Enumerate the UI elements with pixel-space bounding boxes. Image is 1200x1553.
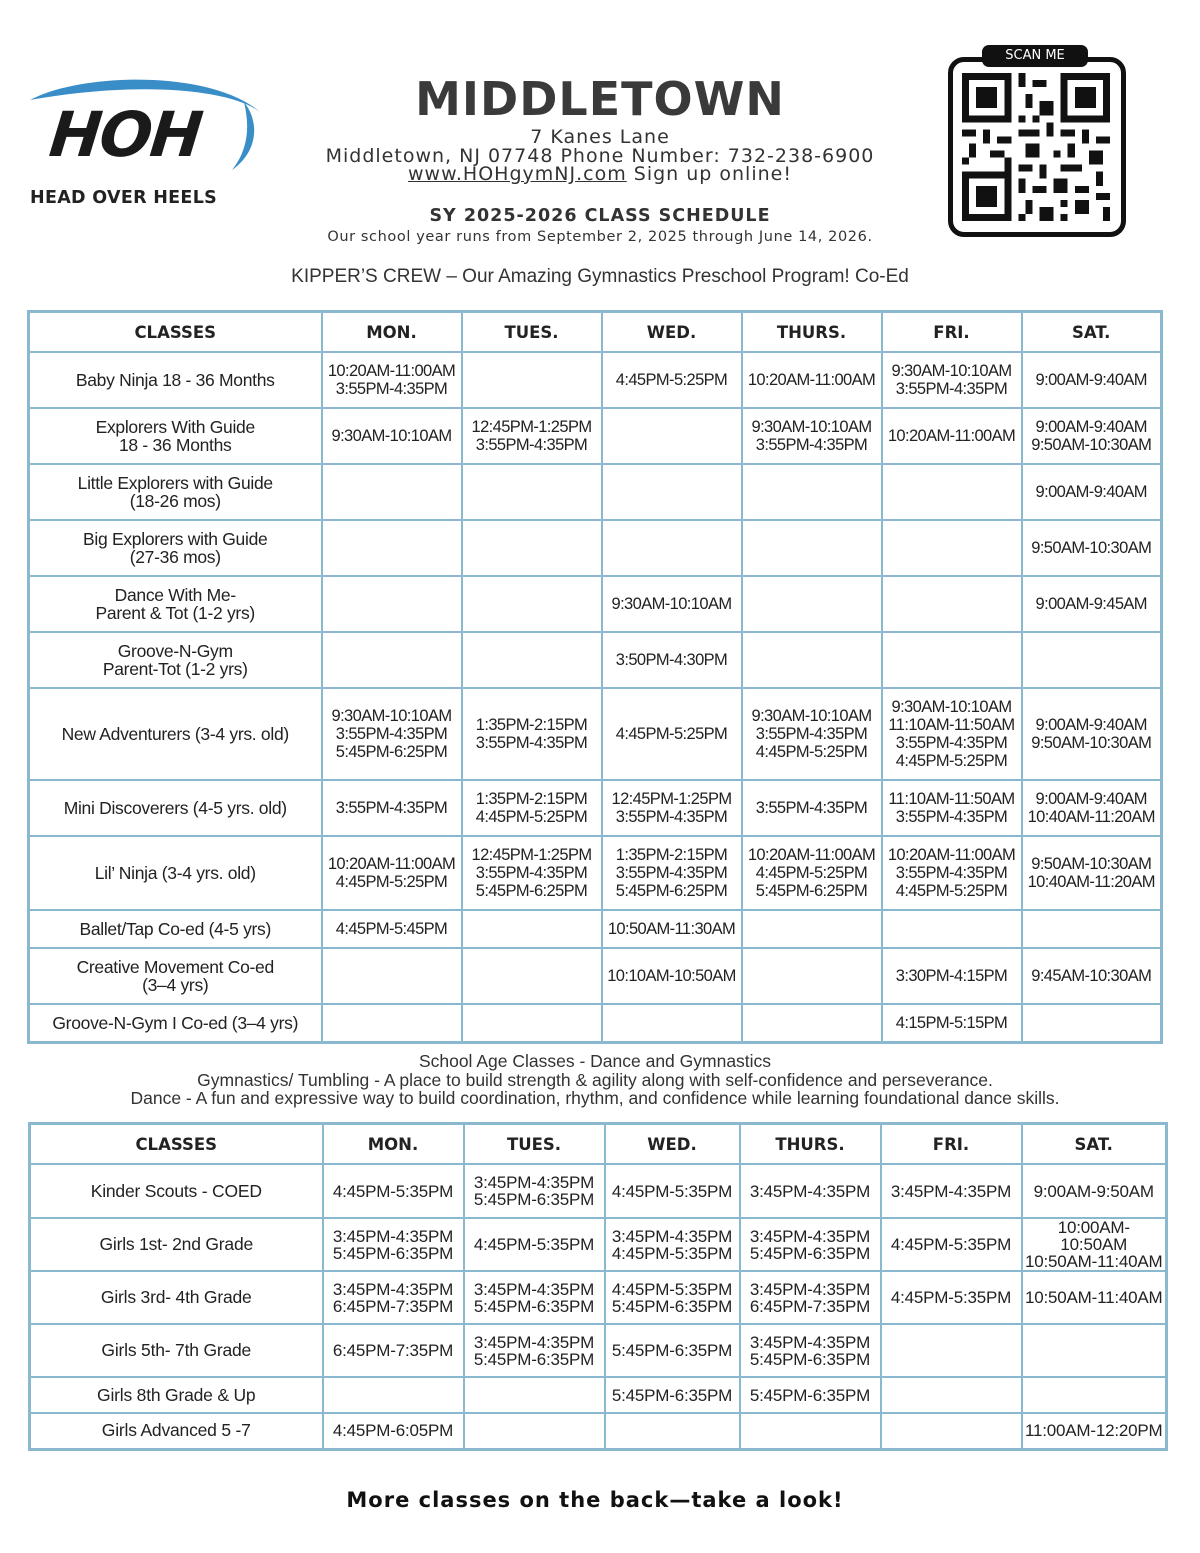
time-cell xyxy=(322,632,462,688)
time-cell: 9:30AM-10:10AM xyxy=(602,576,742,632)
column-header-classes: CLASSES xyxy=(29,312,322,353)
time-cell xyxy=(882,520,1022,576)
time-cell: 9:00AM-9:50AM xyxy=(1022,1164,1167,1218)
time-cell xyxy=(1022,1004,1162,1042)
table-row xyxy=(29,632,1162,688)
table-row xyxy=(29,576,1162,632)
class-name-cell: Girls 8th Grade & Up xyxy=(30,1377,323,1413)
time-cell: 10:20AM-11:00AM xyxy=(742,352,882,408)
time-cell xyxy=(742,910,882,948)
table-row xyxy=(29,910,1162,948)
page-title: MIDDLETOWN xyxy=(415,72,785,126)
time-cell xyxy=(323,1377,464,1413)
time-cell: 3:45PM-4:35PM 6:45PM-7:35PM xyxy=(740,1271,881,1324)
dance-description: Dance - A fun and expressive way to build coordination, rhythm, and confidence while learning foundational dance skills. xyxy=(130,1088,1060,1108)
time-cell xyxy=(322,1004,462,1042)
time-cell xyxy=(602,464,742,520)
time-cell: 4:45PM-5:35PM xyxy=(605,1164,740,1218)
class-name-cell: Lil’ Ninja (3-4 yrs. old) xyxy=(29,836,322,910)
time-cell: 10:00AM-10:50AM 10:50AM-11:40AM xyxy=(1022,1218,1167,1271)
preschool-schedule-table xyxy=(27,310,1163,1044)
time-cell: 12:45PM-1:25PM 3:55PM-4:35PM 5:45PM-6:25PM xyxy=(462,836,602,910)
time-cell xyxy=(881,1377,1022,1413)
time-cell xyxy=(742,520,882,576)
time-cell xyxy=(605,1413,740,1449)
logo-wordmark: HOH xyxy=(46,98,205,171)
time-cell: 3:45PM-4:35PM xyxy=(740,1164,881,1218)
time-cell xyxy=(1022,632,1162,688)
class-name-cell: Girls 1st- 2nd Grade xyxy=(30,1218,323,1271)
time-cell: 4:45PM-5:35PM xyxy=(323,1164,464,1218)
time-cell: 3:45PM-4:35PM xyxy=(881,1164,1022,1218)
time-cell: 10:20AM-11:00AM 4:45PM-5:25PM 5:45PM-6:25PM xyxy=(742,836,882,910)
table-row xyxy=(29,1004,1162,1042)
time-cell xyxy=(462,520,602,576)
table-row xyxy=(29,408,1162,464)
time-cell: 3:45PM-4:35PM 5:45PM-6:35PM xyxy=(323,1218,464,1271)
time-cell: 9:00AM-9:45AM xyxy=(1022,576,1162,632)
column-header-day: MON. xyxy=(322,312,462,353)
time-cell: 3:45PM-4:35PM 5:45PM-6:35PM xyxy=(464,1164,605,1218)
preschool-heading: KIPPER’S CREW – Our Amazing Gymnastics Preschool Program! Co-Ed xyxy=(291,266,909,287)
time-cell: 4:45PM-5:35PM 5:45PM-6:35PM xyxy=(605,1271,740,1324)
time-cell: 4:45PM-5:35PM xyxy=(881,1271,1022,1324)
column-header-day: SAT. xyxy=(1022,312,1162,353)
time-cell: 5:45PM-6:35PM xyxy=(740,1377,881,1413)
time-cell: 10:20AM-11:00AM 4:45PM-5:25PM xyxy=(322,836,462,910)
time-cell xyxy=(322,464,462,520)
schedule-title: SY 2025-2026 CLASS SCHEDULE xyxy=(429,206,771,226)
class-name-cell: Dance With Me- Parent & Tot (1-2 yrs) xyxy=(29,576,322,632)
time-cell: 3:45PM-4:35PM 5:45PM-6:35PM xyxy=(740,1218,881,1271)
time-cell: 1:35PM-2:15PM 3:55PM-4:35PM xyxy=(462,688,602,780)
column-header-classes: CLASSES xyxy=(30,1124,323,1165)
table-header-row xyxy=(30,1124,1167,1165)
time-cell: 12:45PM-1:25PM 3:55PM-4:35PM xyxy=(602,780,742,836)
time-cell xyxy=(464,1377,605,1413)
time-cell: 9:45AM-10:30AM xyxy=(1022,948,1162,1004)
time-cell: 5:45PM-6:35PM xyxy=(605,1324,740,1377)
time-cell xyxy=(462,910,602,948)
time-cell xyxy=(462,352,602,408)
time-cell: 3:55PM-4:35PM xyxy=(322,780,462,836)
time-cell: 3:50PM-4:30PM xyxy=(602,632,742,688)
class-name-cell: Groove-N-Gym Parent-Tot (1-2 yrs) xyxy=(29,632,322,688)
table-row xyxy=(29,464,1162,520)
class-name-cell: New Adventurers (3-4 yrs. old) xyxy=(29,688,322,780)
table-row xyxy=(30,1218,1167,1271)
column-header-day: SAT. xyxy=(1022,1124,1167,1165)
logo-tagline: HEAD OVER HEELS xyxy=(30,188,218,208)
website-link[interactable]: www.HOHgymNJ.com xyxy=(408,163,627,185)
time-cell: 9:30AM-10:10AM 3:55PM-4:35PM 5:45PM-6:25PM xyxy=(322,688,462,780)
table-row xyxy=(29,688,1162,780)
time-cell xyxy=(742,464,882,520)
table-row xyxy=(29,836,1162,910)
table-row xyxy=(29,520,1162,576)
time-cell xyxy=(1022,910,1162,948)
time-cell xyxy=(882,576,1022,632)
time-cell xyxy=(462,948,602,1004)
time-cell: 10:50AM-11:40AM xyxy=(1022,1271,1167,1324)
time-cell xyxy=(322,948,462,1004)
time-cell: 9:30AM-10:10AM 3:55PM-4:35PM 4:45PM-5:25PM xyxy=(742,688,882,780)
time-cell: 4:45PM-6:05PM xyxy=(323,1413,464,1449)
school-age-description xyxy=(40,1052,1150,1108)
time-cell: 3:45PM-4:35PM 4:45PM-5:35PM xyxy=(605,1218,740,1271)
column-header-day: FRI. xyxy=(881,1124,1022,1165)
time-cell: 4:45PM-5:25PM xyxy=(602,688,742,780)
school-year-note: Our school year runs from September 2, 2025 through June 14, 2026. xyxy=(327,229,873,245)
column-header-day: MON. xyxy=(323,1124,464,1165)
time-cell xyxy=(1022,1324,1167,1377)
table-row xyxy=(30,1271,1167,1324)
time-cell: 9:30AM-10:10AM 3:55PM-4:35PM xyxy=(882,352,1022,408)
time-cell: 10:20AM-11:00AM xyxy=(882,408,1022,464)
time-cell: 1:35PM-2:15PM 4:45PM-5:25PM xyxy=(462,780,602,836)
time-cell: 3:45PM-4:35PM 5:45PM-6:35PM xyxy=(464,1324,605,1377)
hoh-logo xyxy=(22,72,267,212)
table-header-row xyxy=(29,312,1162,353)
class-name-cell: Ballet/Tap Co-ed (4-5 yrs) xyxy=(29,910,322,948)
time-cell: 4:45PM-5:25PM xyxy=(602,352,742,408)
signup-text: Sign up online! xyxy=(626,163,792,185)
class-name-cell: Girls Advanced 5 -7 xyxy=(30,1413,323,1449)
time-cell: 9:00AM-9:40AM 9:50AM-10:30AM xyxy=(1022,688,1162,780)
time-cell: 4:45PM-5:45PM xyxy=(322,910,462,948)
class-name-cell: Girls 5th- 7th Grade xyxy=(30,1324,323,1377)
time-cell: 9:30AM-10:10AM 3:55PM-4:35PM xyxy=(742,408,882,464)
time-cell xyxy=(602,520,742,576)
school-age-schedule-table xyxy=(28,1122,1168,1451)
column-header-day: TUES. xyxy=(464,1124,605,1165)
time-cell: 12:45PM-1:25PM 3:55PM-4:35PM xyxy=(462,408,602,464)
time-cell: 9:30AM-10:10AM 11:10AM-11:50AM 3:55PM-4:35PM 4:45PM-5:25PM xyxy=(882,688,1022,780)
time-cell: 3:55PM-4:35PM xyxy=(742,780,882,836)
time-cell: 9:00AM-9:40AM 9:50AM-10:30AM xyxy=(1022,408,1162,464)
time-cell xyxy=(1022,1377,1167,1413)
school-age-heading: School Age Classes - Dance and Gymnastics xyxy=(418,1051,772,1071)
table-row xyxy=(30,1324,1167,1377)
class-name-cell: Mini Discoverers (4-5 yrs. old) xyxy=(29,780,322,836)
time-cell xyxy=(322,576,462,632)
class-name-cell: Kinder Scouts - COED xyxy=(30,1164,323,1218)
time-cell: 9:00AM-9:40AM xyxy=(1022,352,1162,408)
time-cell xyxy=(882,464,1022,520)
table-row xyxy=(30,1413,1167,1449)
time-cell xyxy=(882,910,1022,948)
time-cell: 10:20AM-11:00AM 3:55PM-4:35PM xyxy=(322,352,462,408)
time-cell xyxy=(602,1004,742,1042)
class-name-cell: Creative Movement Co-ed (3–4 yrs) xyxy=(29,948,322,1004)
column-header-day: WED. xyxy=(602,312,742,353)
table-row xyxy=(29,948,1162,1004)
time-cell xyxy=(742,1004,882,1042)
address-line-1: 7 Kanes Lane xyxy=(530,126,670,148)
time-cell: 4:45PM-5:35PM xyxy=(464,1218,605,1271)
class-name-cell: Groove-N-Gym I Co-ed (3–4 yrs) xyxy=(29,1004,322,1042)
time-cell xyxy=(742,948,882,1004)
class-name-cell: Explorers With Guide 18 - 36 Months xyxy=(29,408,322,464)
time-cell: 9:50AM-10:30AM xyxy=(1022,520,1162,576)
time-cell: 9:30AM-10:10AM xyxy=(322,408,462,464)
time-cell: 10:50AM-11:30AM xyxy=(602,910,742,948)
column-header-day: THURS. xyxy=(740,1124,881,1165)
time-cell: 3:30PM-4:15PM xyxy=(882,948,1022,1004)
class-name-cell: Little Explorers with Guide (18-26 mos) xyxy=(29,464,322,520)
address-line-2: Middletown, NJ 07748 Phone Number: 732-238-6900 xyxy=(325,145,875,167)
time-cell: 3:45PM-4:35PM 6:45PM-7:35PM xyxy=(323,1271,464,1324)
time-cell: 11:00AM-12:20PM xyxy=(1022,1413,1167,1449)
time-cell xyxy=(602,408,742,464)
time-cell: 5:45PM-6:35PM xyxy=(605,1377,740,1413)
table-row xyxy=(29,352,1162,408)
time-cell xyxy=(881,1413,1022,1449)
time-cell xyxy=(462,632,602,688)
table-row xyxy=(29,780,1162,836)
scan-me-label: SCAN ME xyxy=(982,45,1088,67)
time-cell: 10:20AM-11:00AM 3:55PM-4:35PM 4:45PM-5:25PM xyxy=(882,836,1022,910)
qr-code[interactable] xyxy=(946,45,1126,235)
class-name-cell: Girls 3rd- 4th Grade xyxy=(30,1271,323,1324)
table-row xyxy=(30,1377,1167,1413)
time-cell: 9:50AM-10:30AM 10:40AM-11:20AM xyxy=(1022,836,1162,910)
gymnastics-description: Gymnastics/ Tumbling - A place to build strength & agility along with self-confidence and perseverance. xyxy=(197,1069,993,1090)
time-cell: 3:45PM-4:35PM 5:45PM-6:35PM xyxy=(740,1324,881,1377)
time-cell: 3:45PM-4:35PM 5:45PM-6:35PM xyxy=(464,1271,605,1324)
time-cell: 6:45PM-7:35PM xyxy=(323,1324,464,1377)
time-cell: 11:10AM-11:50AM 3:55PM-4:35PM xyxy=(882,780,1022,836)
time-cell xyxy=(881,1324,1022,1377)
time-cell: 9:00AM-9:40AM 10:40AM-11:20AM xyxy=(1022,780,1162,836)
column-header-day: FRI. xyxy=(882,312,1022,353)
time-cell: 1:35PM-2:15PM 3:55PM-4:35PM 5:45PM-6:25PM xyxy=(602,836,742,910)
time-cell xyxy=(882,632,1022,688)
column-header-day: THURS. xyxy=(742,312,882,353)
time-cell: 4:15PM-5:15PM xyxy=(882,1004,1022,1042)
time-cell xyxy=(742,632,882,688)
time-cell xyxy=(464,1413,605,1449)
time-cell xyxy=(462,464,602,520)
time-cell: 10:10AM-10:50AM xyxy=(602,948,742,1004)
class-name-cell: Big Explorers with Guide (27-36 mos) xyxy=(29,520,322,576)
website-line xyxy=(270,163,930,185)
time-cell xyxy=(462,1004,602,1042)
time-cell xyxy=(742,576,882,632)
time-cell xyxy=(740,1413,881,1449)
time-cell xyxy=(462,576,602,632)
column-header-day: TUES. xyxy=(462,312,602,353)
table-row xyxy=(30,1164,1167,1218)
footer-note: More classes on the back—take a look! xyxy=(346,1488,844,1512)
time-cell: 4:45PM-5:35PM xyxy=(881,1218,1022,1271)
qr-code-icon xyxy=(962,73,1110,221)
column-header-day: WED. xyxy=(605,1124,740,1165)
class-name-cell: Baby Ninja 18 - 36 Months xyxy=(29,352,322,408)
time-cell: 9:00AM-9:40AM xyxy=(1022,464,1162,520)
time-cell xyxy=(322,520,462,576)
